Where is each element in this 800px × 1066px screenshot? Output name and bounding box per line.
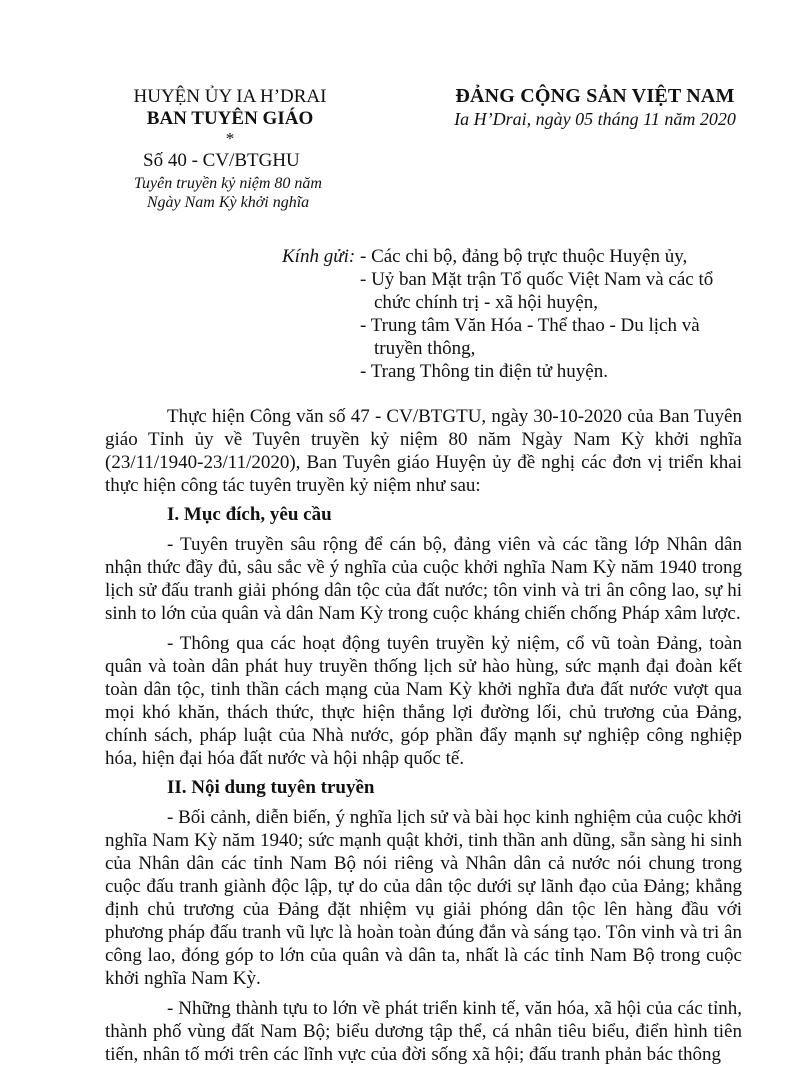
document-number: Số 40 - CV/BTGHU: [143, 150, 300, 171]
section-2-paragraph-1: - Bối cảnh, diễn biến, ý nghĩa lịch sử và bài học kinh nghiệm của cuộc khởi nghĩa Nam Kỳ năm 1940; sức mạnh quật khởi, tinh thần anh dũng, sẵn sàng hi sinh của Nhân dân các tỉnh Nam Bộ nói riêng và Nhân dân cả nước nói chung trong cuộc đấu tranh giành độc lập, tự do của dân tộc dưới sự lãnh đạo của Đảng; khẳng định chủ trương của Đảng đặt nhiệm vụ giải phóng dân tộc lên hàng đầu với phương pháp đấu tranh vũ lực là hoàn toàn đúng đắn và sáng tạo. Tôn vinh và tri ân công lao, đóng góp to lớn của quân và dân ta, nhất là các tỉnh Nam Bộ trong cuộc khởi nghĩa Nam Kỳ.: [105, 807, 742, 989]
issuer-dept: BAN TUYÊN GIÁO: [146, 108, 314, 129]
section-1-paragraph-2: - Thông qua các hoạt động tuyên truyền kỷ niệm, cổ vũ toàn Đảng, toàn quân và toàn dân phát huy truyền thống lịch sử hào hùng, sức mạnh đại đoàn kết toàn dân tộc, tinh thần cách mạng của Nam Kỳ khởi nghĩa đưa đất nước vượt qua mọi khó khăn, thách thức, thực hiện thắng lợi đường lối, chủ trương của Đảng, chính sách, pháp luật của Nhà nước, góp phần đẩy mạnh sự nghiệp công nghiệp hóa, hiện đại hóa đất nước và hội nhập quốc tế.: [105, 633, 742, 769]
section-1-paragraph-1: - Tuyên truyền sâu rộng để cán bộ, đảng viên và các tầng lớp Nhân dân nhận thức đầy đủ, sâu sắc về ý nghĩa của cuộc khởi nghĩa Nam Kỳ năm 1940 trong lịch sử đấu tranh giải phóng dân tộc của đất nước; tôn vinh và tri ân công lao, sự hi sinh to lớn của quân và dân Nam Kỳ trong cuộc kháng chiến chống Pháp xâm lược.: [105, 534, 742, 624]
intro-paragraph: Thực hiện Công văn số 47 - CV/BTGTU, ngày 30-10-2020 của Ban Tuyên giáo Tỉnh ủy về Tuyên truyền kỷ niệm 80 năm Ngày Nam Kỳ khởi nghĩa (23/11/1940-23/11/2020), Ban Tuyên giáo Huyện ủy đề nghị các đơn vị triển khai thực hiện công tác tuyên truyền kỷ niệm như sau:: [105, 406, 742, 496]
place-date: Ia H’Drai, ngày 05 tháng 11 năm 2020: [454, 109, 736, 129]
recipient-item: - Uỷ ban Mặt trận Tổ quốc Việt Nam và các tổ chức chính trị - xã hội huyện,: [360, 269, 714, 313]
star-separator: *: [225, 129, 235, 148]
document-subject: [103, 174, 353, 212]
recipient-item: - Trung tâm Văn Hóa - Thể thao - Du lịch và truyền thông,: [360, 315, 700, 359]
recipient-item: - Trang Thông tin điện tử huyện.: [360, 361, 608, 382]
national-header: [430, 84, 760, 130]
party-name: ĐẢNG CỘNG SẢN VIỆT NAM: [455, 85, 735, 107]
issuer-block: [105, 86, 355, 146]
document-body: [105, 405, 742, 1066]
section-2-paragraph-2: - Những thành tựu to lớn về phát triển kinh tế, văn hóa, xã hội của các tỉnh, thành phố vùng đất Nam Bộ; biểu dương tập thể, cá nhân tiêu biểu, điển hình tiên tiến, nhân tố mới trên các lĩnh vực của đời sống xã hội; đấu tranh phản bác thông: [105, 998, 742, 1065]
section-2-title: II. Nội dung tuyên truyền: [167, 777, 375, 798]
section-1-title: I. Mục đích, yêu cầu: [167, 504, 332, 525]
subject-line-1: Tuyên truyền kỷ niệm 80 năm: [134, 175, 322, 192]
recipients-label: Kính gửi:: [282, 246, 356, 267]
subject-line-2: Ngày Nam Kỳ khởi nghĩa: [146, 194, 310, 211]
issuer-org: HUYỆN ỦY IA H’DRAI: [133, 86, 327, 107]
recipient-item: - Các chi bộ, đảng bộ trực thuộc Huyện ủy,: [360, 246, 688, 267]
recipients-list: [360, 245, 745, 383]
